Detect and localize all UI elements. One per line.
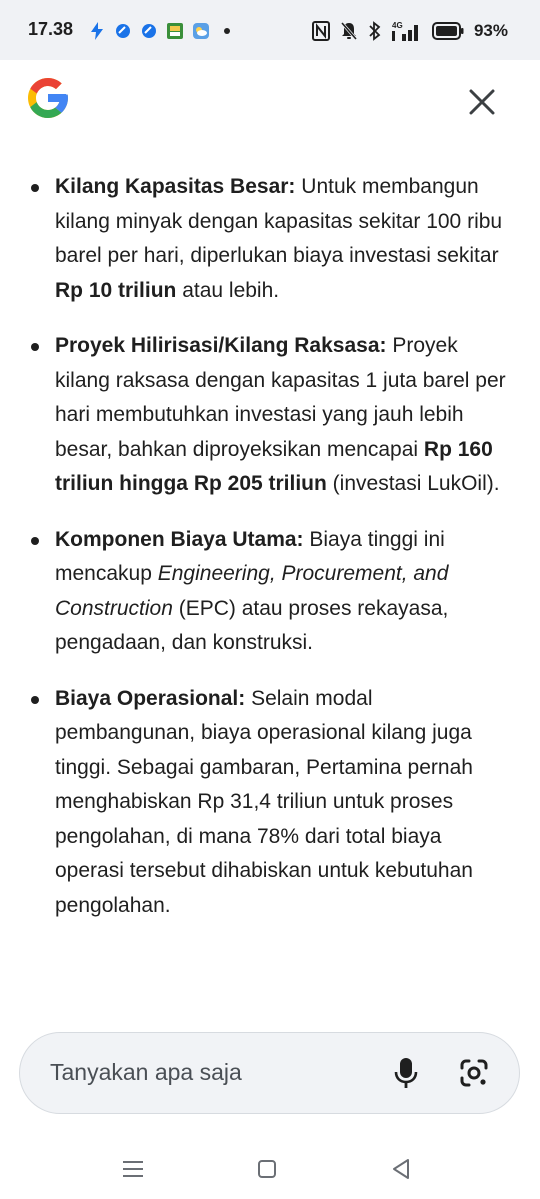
more-dot-icon xyxy=(218,22,236,40)
status-time: 17.38 xyxy=(28,19,74,39)
ask-anything-bar[interactable] xyxy=(19,1032,520,1114)
google-g-logo xyxy=(24,74,72,122)
bullet-text: Untuk membangun kilang minyak dengan kapasitas sekitar 100 ribu barel per hari, diperlukan biaya investasi sekitar xyxy=(55,175,503,267)
recent-apps-icon xyxy=(122,1160,144,1178)
battery-icon xyxy=(432,22,464,40)
bullet-text: (EPC) atau proses rekayasa, pengadaan, dan konstruksi. xyxy=(55,596,449,654)
battery-percent: 93% xyxy=(473,21,508,40)
weather-icon xyxy=(192,22,210,40)
system-status-icons xyxy=(312,18,508,44)
signal-icon xyxy=(392,20,422,42)
system-nav-bar xyxy=(0,1140,540,1199)
blue-dot-icon xyxy=(140,22,158,40)
ai-answer-content xyxy=(0,170,540,944)
bullet-italic: Engineering, Procurement, and Construction xyxy=(55,562,449,620)
bullet-text: Biaya tinggi ini mencakup xyxy=(55,527,445,585)
bullet-title: Kilang Kapasitas Besar: xyxy=(55,175,296,198)
list-item xyxy=(55,329,515,502)
list-item xyxy=(55,170,515,308)
blue-dot-icon xyxy=(114,22,132,40)
nfc-icon xyxy=(312,21,330,41)
microphone-icon xyxy=(394,1057,418,1089)
bolt-icon xyxy=(88,22,106,40)
mute-bell-icon xyxy=(340,21,358,41)
bullet-title: Proyek Hilirisasi/Kilang Raksasa: xyxy=(55,334,387,357)
bullet-title: Biaya Operasional: xyxy=(55,686,246,710)
bullet-text: Selain modal pembangunan, biaya operasional kilang juga tinggi. Sebagai gambaran, Pertamina pernah menghabiskan Rp 31,4 triliun untuk proses pengolahan, di mana 78% dari total biaya operasi tersebut dihabiskan untuk kebutuhan pengolahan. xyxy=(55,686,473,917)
close-button[interactable] xyxy=(462,82,502,122)
google-lens-button[interactable] xyxy=(456,1055,492,1091)
bullet-title: Komponen Biaya Utama: xyxy=(55,527,304,551)
bullet-highlight: Rp 160 triliun hingga Rp 205 triliun xyxy=(55,437,493,495)
bullet-list xyxy=(0,170,540,923)
notification-icons xyxy=(88,20,236,42)
list-item xyxy=(55,682,515,924)
bullet-highlight: Rp 10 triliun xyxy=(55,278,177,302)
home-icon xyxy=(257,1159,277,1179)
microphone-button[interactable] xyxy=(388,1055,424,1091)
search-input[interactable]: Tanyakan apa saja xyxy=(50,1059,242,1085)
bluetooth-icon xyxy=(368,21,382,41)
bullet-text: (investasi LukOil). xyxy=(326,472,500,495)
list-item xyxy=(55,523,515,661)
header xyxy=(0,60,540,150)
close-icon xyxy=(469,89,495,115)
status-bar xyxy=(0,0,540,60)
google-lens-icon xyxy=(459,1058,489,1088)
home-button[interactable] xyxy=(252,1154,282,1184)
back-button[interactable] xyxy=(386,1154,416,1184)
recent-apps-button[interactable] xyxy=(118,1154,148,1184)
back-icon xyxy=(391,1158,411,1180)
game-app-icon xyxy=(166,22,184,40)
network-label: 4G xyxy=(391,21,403,30)
bullet-text: Proyek kilang raksasa dengan kapasitas 1 juta barel per hari membutuhkan investasi yang jauh lebih besar, bahkan diproyeksikan mencapai xyxy=(55,334,506,461)
bullet-text: atau lebih. xyxy=(176,278,280,302)
